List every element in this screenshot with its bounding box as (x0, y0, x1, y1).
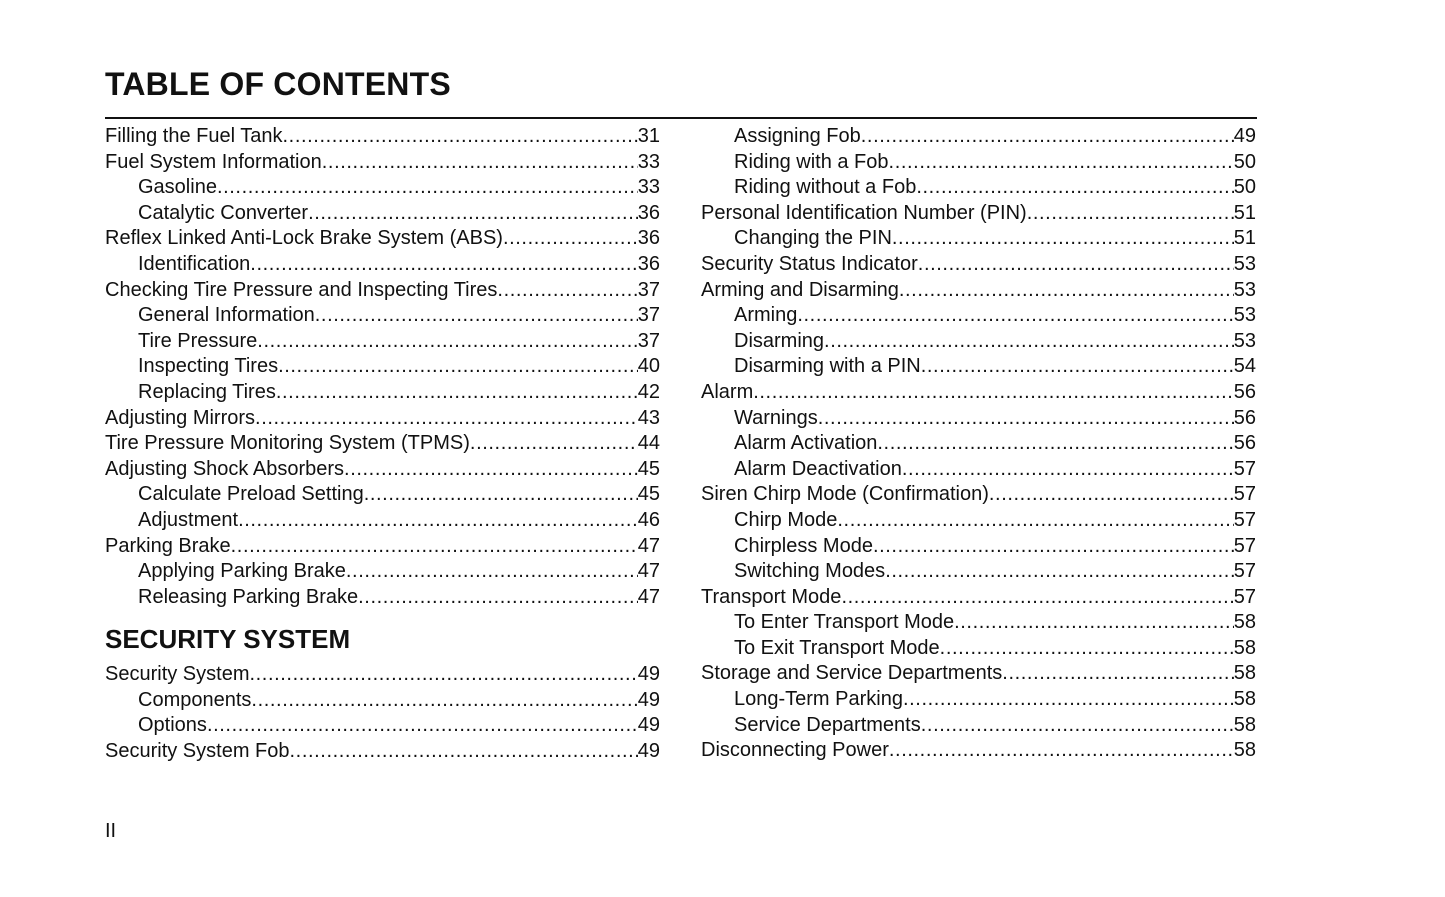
dot-leader (503, 226, 638, 252)
toc-entry-assigning-fob[interactable] (701, 124, 1256, 150)
toc-entry-label: Catalytic Converter (138, 201, 309, 224)
toc-entry-page-number: 53 (1233, 329, 1256, 352)
toc-entry-options[interactable] (105, 713, 660, 739)
toc-entry-page-number: 37 (637, 329, 660, 352)
toc-list-right (701, 124, 1256, 764)
toc-entry-label: Security Status Indicator (701, 252, 918, 275)
toc-entry-label: Alarm Activation (734, 432, 878, 455)
toc-entry-page-number: 36 (637, 201, 660, 224)
dot-leader (753, 380, 1234, 406)
toc-entry-label: Checking Tire Pressure and Inspecting Tires (105, 278, 498, 301)
toc-entry-replacing-tires[interactable] (105, 380, 660, 406)
toc-entry-identification[interactable] (105, 252, 660, 278)
dot-leader (322, 150, 638, 176)
toc-entry-label: Adjusting Shock Absorbers (105, 457, 345, 480)
toc-entry-page-number: 42 (637, 380, 660, 403)
dot-leader (889, 738, 1234, 764)
toc-entry-label: General Information (138, 304, 315, 327)
toc-entry-label: Assigning Fob (734, 125, 861, 147)
toc-entry-disconnecting-power[interactable] (701, 738, 1256, 764)
dot-leader (954, 610, 1234, 636)
toc-entry-label: Inspecting Tires (138, 355, 279, 378)
toc-entry-label: Fuel System Information (105, 150, 322, 173)
toc-entry-page-number: 58 (1233, 611, 1256, 634)
toc-entry-general-information[interactable] (105, 303, 660, 329)
dot-leader (797, 303, 1233, 329)
toc-entry-page-number: 45 (637, 483, 660, 506)
toc-entry-page-number: 57 (1233, 457, 1256, 480)
toc-entry-label: Storage and Service Departments (701, 662, 1003, 685)
toc-entry-page-number: 49 (637, 688, 660, 711)
toc-entry-label: Parking Brake (105, 534, 231, 557)
dot-leader (255, 406, 638, 432)
toc-entry-disarming[interactable] (701, 329, 1256, 355)
toc-entry-checking-tire-pressure-and-inspecting-tires[interactable] (105, 278, 660, 304)
toc-entry-fuel-system-information[interactable] (105, 150, 660, 176)
toc-entry-label: Tire Pressure (138, 329, 258, 352)
toc-entry-page-number: 53 (1233, 304, 1256, 327)
dot-leader (861, 124, 1234, 150)
toc-entry-parking-brake[interactable] (105, 534, 660, 560)
dot-leader (315, 303, 638, 329)
toc-entry-storage-and-service-departments[interactable] (701, 661, 1256, 687)
dot-leader (251, 688, 637, 714)
dot-leader (238, 508, 638, 534)
dot-leader (902, 457, 1234, 483)
toc-entry-page-number: 56 (1233, 406, 1256, 429)
dot-leader (841, 585, 1233, 611)
toc-entry-page-number: 33 (637, 176, 660, 199)
toc-entry-arming-and-disarming[interactable] (701, 278, 1256, 304)
dot-leader (470, 431, 638, 457)
dot-leader (283, 124, 638, 150)
toc-entry-page-number: 57 (1233, 585, 1256, 608)
toc-entry-page-number: 33 (637, 150, 660, 173)
dot-leader (257, 329, 637, 355)
toc-entry-reflex-linked-anti-lock-brake-system-abs[interactable] (105, 226, 660, 252)
toc-entry-label: Identification (138, 252, 251, 275)
toc-entry-page-number: 56 (1233, 380, 1256, 403)
dot-leader (290, 739, 638, 765)
toc-entry-page-number: 36 (637, 252, 660, 275)
toc-entry-page-number: 58 (1233, 662, 1256, 685)
toc-entry-label: Calculate Preload Setting (138, 483, 364, 506)
toc-entry-label: Riding with a Fob (734, 150, 889, 173)
toc-entry-label: Options (138, 714, 207, 737)
toc-entry-page-number: 46 (637, 508, 660, 531)
toc-entry-switching-modes[interactable] (701, 559, 1256, 585)
toc-entry-applying-parking-brake[interactable] (105, 559, 660, 585)
toc-entry-label: Adjusting Mirrors (105, 406, 256, 429)
toc-entry-page-number: 51 (1233, 201, 1256, 224)
toc-entry-page-number: 47 (637, 534, 660, 557)
toc-entry-riding-with-a-fob[interactable] (701, 150, 1256, 176)
dot-leader (873, 534, 1234, 560)
toc-entry-page-number: 58 (1233, 688, 1256, 711)
toc-entry-tire-pressure[interactable] (105, 329, 660, 355)
toc-entry-label: Security System Fob (105, 740, 290, 763)
toc-entry-page-number: 53 (1233, 278, 1256, 301)
dot-leader (916, 175, 1233, 201)
toc-entry-label: Tire Pressure Monitoring System (TPMS) (105, 432, 470, 455)
toc-entry-to-exit-transport-mode[interactable] (701, 636, 1256, 662)
toc-entry-page-number: 49 (1233, 125, 1256, 147)
toc-entry-label: Arming and Disarming (701, 278, 899, 301)
toc-entry-page-number: 47 (637, 585, 660, 608)
toc-entry-calculate-preload-setting[interactable] (105, 482, 660, 508)
toc-entry-siren-chirp-mode-confirmation[interactable] (701, 482, 1256, 508)
toc-right-column (701, 124, 1256, 764)
toc-entry-chirpless-mode[interactable] (701, 534, 1256, 560)
toc-entry-label: Security System (105, 663, 250, 686)
toc-entry-label: Gasoline (138, 176, 217, 199)
dot-leader (885, 559, 1234, 585)
dot-leader (1027, 201, 1234, 227)
toc-entry-page-number: 58 (1233, 739, 1256, 762)
dot-leader (308, 201, 638, 227)
toc-entry-page-number: 49 (637, 663, 660, 686)
toc-entry-transport-mode[interactable] (701, 585, 1256, 611)
toc-entry-label: To Enter Transport Mode (734, 611, 955, 634)
dot-leader (824, 329, 1234, 355)
toc-entry-label: Disarming (734, 329, 825, 352)
toc-entry-alarm-deactivation[interactable] (701, 457, 1256, 483)
toc-entry-page-number: 31 (637, 125, 660, 147)
toc-entry-page-number: 54 (1233, 355, 1256, 378)
toc-entry-page-number: 56 (1233, 432, 1256, 455)
toc-entry-page-number: 37 (637, 278, 660, 301)
dot-leader (877, 431, 1233, 457)
page-title: TABLE OF CONTENTS (105, 66, 451, 102)
dot-leader (250, 252, 637, 278)
toc-entry-components[interactable] (105, 688, 660, 714)
toc-entry-label: Replacing Tires (138, 380, 276, 403)
toc-entry-service-departments[interactable] (701, 713, 1256, 739)
toc-entry-page-number: 58 (1233, 713, 1256, 736)
toc-entry-label: Arming (734, 304, 798, 327)
dot-leader (889, 150, 1234, 176)
toc-entry-label: Personal Identification Number (PIN) (701, 201, 1027, 224)
dot-leader (231, 534, 638, 560)
dot-leader (207, 713, 638, 739)
dot-leader (921, 713, 1234, 739)
toc-entry-alarm-activation[interactable] (701, 431, 1256, 457)
toc-entry-arming[interactable] (701, 303, 1256, 329)
title-divider (105, 117, 1257, 119)
dot-leader (276, 380, 638, 406)
toc-entry-page-number: 43 (637, 406, 660, 429)
dot-leader (217, 175, 638, 201)
toc-entry-label: Components (138, 688, 252, 711)
toc-entry-label: To Exit Transport Mode (734, 636, 940, 659)
toc-entry-page-number: 57 (1233, 483, 1256, 506)
dot-leader (989, 482, 1234, 508)
toc-list-left-top (105, 124, 660, 610)
toc-entry-security-system-fob[interactable] (105, 739, 660, 765)
toc-entry-label: Siren Chirp Mode (Confirmation) (701, 483, 989, 506)
dot-leader (364, 482, 638, 508)
toc-entry-label: Alarm Deactivation (734, 457, 902, 480)
toc-entry-riding-without-a-fob[interactable] (701, 175, 1256, 201)
dot-leader (249, 662, 637, 688)
dot-leader (899, 278, 1234, 304)
toc-entry-changing-the-pin[interactable] (701, 226, 1256, 252)
toc-entry-inspecting-tires[interactable] (105, 354, 660, 380)
toc-entry-page-number: 36 (637, 227, 660, 250)
toc-entry-label: Changing the PIN (734, 227, 892, 250)
toc-entry-tire-pressure-monitoring-system-tpms[interactable] (105, 431, 660, 457)
toc-entry-label: Chirpless Mode (734, 534, 873, 557)
dot-leader (1002, 661, 1233, 687)
dot-leader (903, 687, 1234, 713)
dot-leader (278, 354, 638, 380)
toc-entry-page-number: 47 (637, 560, 660, 583)
toc-entry-disarming-with-a-pin[interactable] (701, 354, 1256, 380)
dot-leader (344, 457, 638, 483)
dot-leader (358, 585, 638, 611)
toc-entry-alarm[interactable] (701, 380, 1256, 406)
toc-entry-label: Warnings (734, 406, 818, 429)
toc-entry-label: Filling the Fuel Tank (105, 125, 283, 147)
toc-entry-label: Alarm (701, 380, 754, 403)
toc-entry-label: Disconnecting Power (701, 739, 889, 762)
toc-entry-label: Switching Modes (734, 560, 886, 583)
toc-entry-personal-identification-number-pin[interactable] (701, 201, 1256, 227)
toc-entry-page-number: 45 (637, 457, 660, 480)
dot-leader (837, 508, 1233, 534)
toc-entry-adjusting-mirrors[interactable] (105, 406, 660, 432)
toc-entry-page-number: 37 (637, 304, 660, 327)
toc-entry-label: Disarming with a PIN (734, 355, 921, 378)
toc-entry-page-number: 44 (637, 432, 660, 455)
toc-entry-label: Adjustment (138, 508, 239, 531)
toc-entry-page-number: 49 (637, 714, 660, 737)
toc-entry-long-term-parking[interactable] (701, 687, 1256, 713)
toc-entry-security-system[interactable] (105, 662, 660, 688)
toc-entry-label: Riding without a Fob (734, 176, 917, 199)
toc-entry-label: Releasing Parking Brake (138, 585, 359, 608)
toc-entry-page-number: 49 (637, 740, 660, 763)
toc-entry-label: Service Departments (734, 713, 921, 736)
dot-leader (918, 252, 1234, 278)
toc-entry-adjusting-shock-absorbers[interactable] (105, 457, 660, 483)
toc-entry-warnings[interactable] (701, 406, 1256, 432)
page-number: II (105, 820, 117, 842)
toc-entry-label: Reflex Linked Anti-Lock Brake System (ABS) (105, 227, 503, 250)
dot-leader (818, 406, 1234, 432)
dot-leader (921, 354, 1234, 380)
toc-entry-label: Long-Term Parking (734, 688, 903, 711)
toc-entry-label: Applying Parking Brake (138, 560, 346, 583)
toc-entry-filling-the-fuel-tank[interactable] (105, 124, 660, 150)
toc-entry-security-status-indicator[interactable] (701, 252, 1256, 278)
toc-entry-page-number: 53 (1233, 252, 1256, 275)
toc-entry-label: Chirp Mode (734, 508, 838, 531)
toc-entry-catalytic-converter[interactable] (105, 201, 660, 227)
toc-entry-page-number: 40 (637, 355, 660, 378)
toc-entry-page-number: 57 (1233, 560, 1256, 583)
toc-entry-page-number: 50 (1233, 150, 1256, 173)
section-heading-security-system: SECURITY SYSTEM (105, 624, 351, 655)
toc-left-column (105, 124, 660, 765)
toc-entry-adjustment[interactable] (105, 508, 660, 534)
toc-entry-page-number: 58 (1233, 636, 1256, 659)
toc-list-left-bottom (105, 662, 660, 764)
toc-entry-page-number: 57 (1233, 534, 1256, 557)
dot-leader (940, 636, 1234, 662)
dot-leader (346, 559, 638, 585)
toc-entry-page-number: 57 (1233, 508, 1256, 531)
toc-entry-page-number: 51 (1233, 227, 1256, 250)
dot-leader (892, 226, 1234, 252)
toc-entry-page-number: 50 (1233, 176, 1256, 199)
toc-entry-releasing-parking-brake[interactable] (105, 585, 660, 611)
toc-entry-to-enter-transport-mode[interactable] (701, 610, 1256, 636)
dot-leader (497, 278, 637, 304)
toc-entry-label: Transport Mode (701, 585, 842, 608)
toc-entry-chirp-mode[interactable] (701, 508, 1256, 534)
toc-entry-gasoline[interactable] (105, 175, 660, 201)
